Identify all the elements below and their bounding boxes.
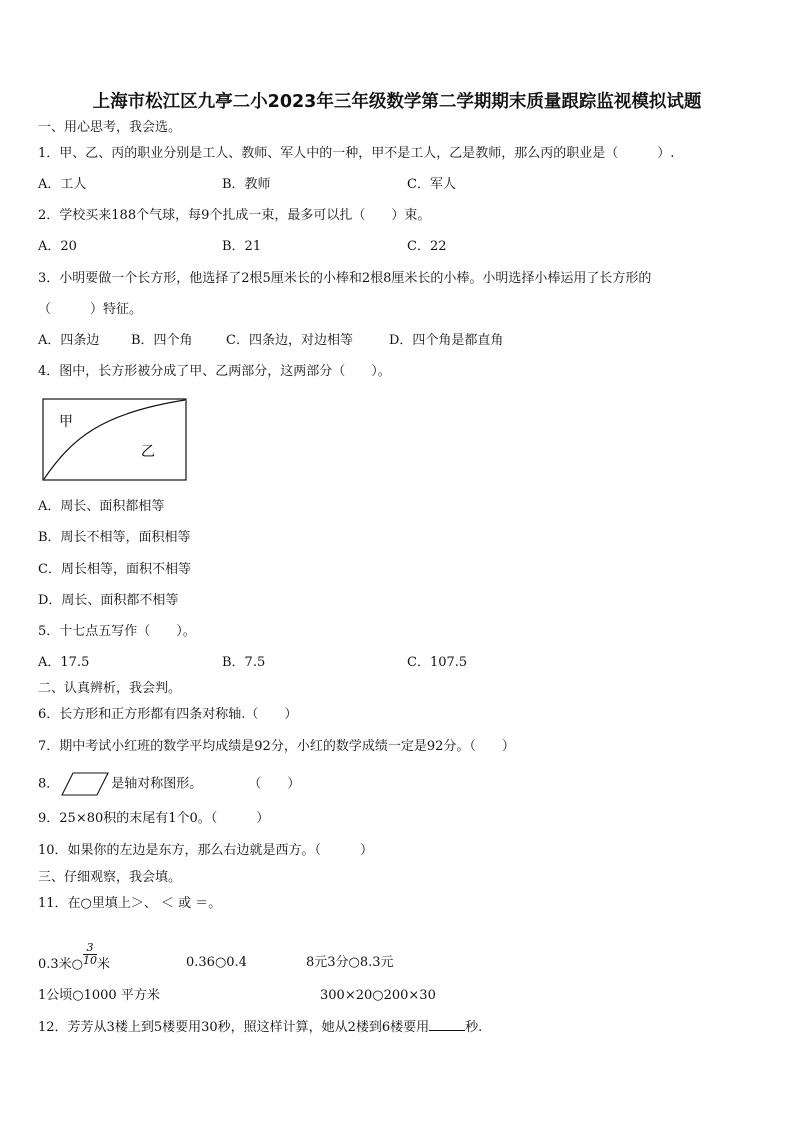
question-1-stem: 1．甲、乙、丙的职业分别是工人、教师、军人中的一种，甲不是工人，乙是教师，那么丙的职业是（ ）. — [38, 146, 675, 161]
q12-text: 12．芳芳从3楼上到5楼要用30秒，照这样计算，她从2楼到6楼要用 — [38, 1020, 430, 1035]
q11-item-1-left: 0.3米○ — [38, 957, 84, 972]
question-3-stem: 3．小明要做一个长方形，他选择了2根5厘米长的小棒和2根8厘米长的小棒。小明选择小棒运用了长方形的 — [38, 271, 652, 286]
section-1-heading: 一、用心思考，我会选。 — [38, 120, 182, 135]
q11-item-1-unit: 米 — [97, 957, 111, 972]
q2-option-c[interactable]: C．22 — [407, 239, 447, 254]
parallelogram-figure — [61, 772, 109, 796]
q1-option-b[interactable]: B．教师 — [222, 177, 271, 192]
label-yi: 乙 — [141, 444, 155, 460]
question-2-stem: 2．学校买来188个气球，每9个扎成一束，最多可以扎（ ）束。 — [38, 208, 431, 223]
q11-item-2[interactable]: 0.36○0.4 — [186, 955, 247, 970]
q1-option-a[interactable]: A．工人 — [38, 177, 87, 192]
question-10[interactable]: 10．如果你的左边是东方，那么右边就是西方。（ ） — [38, 843, 374, 858]
q11-item-5[interactable]: 300×20○200×30 — [320, 988, 436, 1003]
section-3-heading: 三、仔细观察，我会填。 — [38, 870, 182, 885]
q2-option-a[interactable]: A．20 — [38, 239, 77, 254]
question-7[interactable]: 7．期中考试小红班的数学平均成绩是92分，小红的数学成绩一定是92分。（ ） — [38, 739, 515, 754]
q4-option-d[interactable]: D．周长、面积都不相等 — [38, 593, 179, 608]
q4-option-c[interactable]: C．周长相等，面积不相等 — [38, 562, 191, 577]
q4-option-a[interactable]: A．周长、面积都相等 — [38, 499, 165, 514]
question-12 — [38, 1018, 482, 1037]
question-5-stem: 5．十七点五写作（ ）。 — [38, 624, 196, 639]
q3-option-b[interactable]: B．四个角 — [131, 333, 193, 348]
q8-answer-paren[interactable]: （ ） — [248, 776, 301, 792]
question-9[interactable]: 9．25×80积的末尾有1个0。（ ） — [38, 811, 270, 826]
q3-option-d[interactable]: D．四个角是都直角 — [389, 333, 504, 348]
q11-item-3[interactable]: 8元3分○8.3元 — [306, 955, 394, 970]
q3-option-a[interactable]: A．四条边 — [38, 333, 100, 348]
dividing-curve — [44, 400, 185, 479]
q12-unit: 秒. — [465, 1020, 483, 1035]
q8-number: 8． — [38, 776, 60, 792]
q5-option-a[interactable]: A．17.5 — [38, 655, 90, 670]
question-8[interactable] — [38, 772, 300, 796]
q2-option-b[interactable]: B．21 — [222, 239, 262, 254]
rectangle-outline — [43, 399, 186, 480]
question-6[interactable]: 6．长方形和正方形都有四条对称轴.（ ） — [38, 707, 298, 722]
q5-option-b[interactable]: B．7.5 — [222, 655, 266, 670]
label-jia: 甲 — [59, 414, 73, 430]
q1-option-c[interactable]: C．军人 — [407, 177, 456, 192]
section-2-heading: 二、认真辨析，我会判。 — [38, 681, 182, 696]
q11-item-1[interactable] — [38, 941, 111, 977]
q8-text: 是轴对称图形。 — [111, 776, 203, 792]
question-3-stem-cont: （ ）特征。 — [38, 302, 143, 317]
q4-option-b[interactable]: B．周长不相等，面积相等 — [38, 530, 191, 545]
q3-option-c[interactable]: C．四条边，对边相等 — [226, 333, 353, 348]
q12-answer-blank[interactable] — [429, 1018, 465, 1031]
page-title: 上海市松江区九亭二小2023年三年级数学第二学期期末质量跟踪监视模拟试题 — [92, 92, 702, 112]
rectangle-figure — [42, 398, 188, 482]
q11-item-4[interactable]: 1公顷○1000 平方米 — [38, 988, 160, 1003]
question-11-stem: 11．在○里填上＞、 ＜ 或 ＝。 — [38, 896, 222, 911]
q5-option-c[interactable]: C．107.5 — [407, 655, 468, 670]
question-4-stem: 4．图中，长方形被分成了甲、乙两部分，这两部分（ ）。 — [38, 364, 391, 379]
fraction-3-10: $\frac{3}{10}$ — [83, 941, 98, 967]
